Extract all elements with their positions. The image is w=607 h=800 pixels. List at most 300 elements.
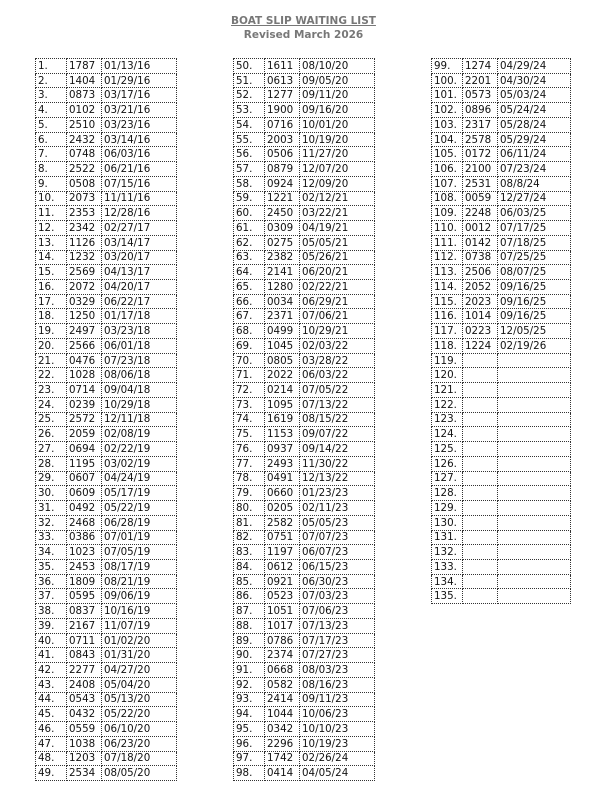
position-number: 123. <box>432 412 463 427</box>
request-date <box>498 427 571 442</box>
list-row <box>234 618 375 633</box>
member-id: 2582 <box>265 515 300 530</box>
position-number: 130. <box>432 515 463 530</box>
member-id: 0309 <box>265 221 300 236</box>
position-number: 110. <box>432 221 463 236</box>
member-id: 2052 <box>463 280 498 295</box>
position-number: 22. <box>36 368 67 383</box>
position-number: 75. <box>234 427 265 442</box>
list-row <box>432 117 571 132</box>
request-date <box>498 353 571 368</box>
list-row <box>234 324 375 339</box>
member-id: 0843 <box>67 648 102 663</box>
request-date: 05/24/24 <box>498 103 571 118</box>
list-row <box>432 456 571 471</box>
member-id: 0937 <box>265 442 300 457</box>
position-number: 7. <box>36 147 67 162</box>
member-id: 2531 <box>463 176 498 191</box>
member-id: 2167 <box>67 618 102 633</box>
list-row <box>234 294 375 309</box>
request-date: 06/22/17 <box>102 294 177 309</box>
request-date: 10/01/20 <box>300 117 375 132</box>
member-id: 0205 <box>265 501 300 516</box>
member-id: 1197 <box>265 545 300 560</box>
list-row <box>36 368 177 383</box>
request-date: 09/11/23 <box>300 692 375 707</box>
member-id: 0751 <box>265 530 300 545</box>
position-number: 34. <box>36 545 67 560</box>
request-date: 07/15/16 <box>102 176 177 191</box>
request-date: 02/19/26 <box>498 338 571 353</box>
list-row <box>432 309 571 324</box>
position-number: 1. <box>36 59 67 74</box>
member-id: 0275 <box>265 235 300 250</box>
list-row <box>432 265 571 280</box>
member-id: 0386 <box>67 530 102 545</box>
position-number: 114. <box>432 280 463 295</box>
list-row <box>234 501 375 516</box>
request-date: 04/20/17 <box>102 280 177 295</box>
member-id <box>463 442 498 457</box>
member-id: 0059 <box>463 191 498 206</box>
member-id <box>463 412 498 427</box>
position-number: 46. <box>36 722 67 737</box>
list-row <box>36 235 177 250</box>
position-number: 69. <box>234 338 265 353</box>
member-id: 0805 <box>265 353 300 368</box>
list-row <box>234 338 375 353</box>
position-number: 93. <box>234 692 265 707</box>
list-row <box>234 206 375 221</box>
request-date: 05/28/24 <box>498 117 571 132</box>
member-id: 0612 <box>265 559 300 574</box>
request-date: 09/11/20 <box>300 88 375 103</box>
request-date: 02/22/21 <box>300 280 375 295</box>
position-number: 8. <box>36 162 67 177</box>
member-id: 0329 <box>67 294 102 309</box>
position-number: 24. <box>36 397 67 412</box>
position-number: 68. <box>234 324 265 339</box>
position-number: 18. <box>36 309 67 324</box>
request-date: 09/16/25 <box>498 309 571 324</box>
request-date: 07/01/19 <box>102 530 177 545</box>
request-date: 02/08/19 <box>102 427 177 442</box>
request-date: 08/16/23 <box>300 677 375 692</box>
member-id: 1051 <box>265 604 300 619</box>
list-row <box>432 471 571 486</box>
position-number: 44. <box>36 692 67 707</box>
request-date: 01/29/16 <box>102 73 177 88</box>
list-row <box>234 471 375 486</box>
request-date: 03/22/21 <box>300 206 375 221</box>
member-id: 0711 <box>67 633 102 648</box>
request-date <box>498 574 571 589</box>
member-id: 2342 <box>67 221 102 236</box>
list-row <box>234 486 375 501</box>
request-date: 12/05/25 <box>498 324 571 339</box>
position-number: 33. <box>36 530 67 545</box>
position-number: 111. <box>432 235 463 250</box>
list-row <box>234 368 375 383</box>
position-number: 23. <box>36 383 67 398</box>
list-row <box>432 559 571 574</box>
position-number: 30. <box>36 486 67 501</box>
member-id: 1126 <box>67 235 102 250</box>
member-id: 1619 <box>265 412 300 427</box>
member-id: 2296 <box>265 736 300 751</box>
list-row <box>234 442 375 457</box>
list-row <box>36 692 177 707</box>
request-date: 06/29/21 <box>300 294 375 309</box>
request-date: 03/23/18 <box>102 324 177 339</box>
list-row <box>432 235 571 250</box>
position-number: 82. <box>234 530 265 545</box>
member-id: 2572 <box>67 412 102 427</box>
list-row <box>234 73 375 88</box>
position-number: 40. <box>36 633 67 648</box>
request-date: 09/07/22 <box>300 427 375 442</box>
position-number: 116. <box>432 309 463 324</box>
list-row <box>234 309 375 324</box>
position-number: 54. <box>234 117 265 132</box>
list-row <box>432 132 571 147</box>
position-number: 73. <box>234 397 265 412</box>
request-date: 06/03/25 <box>498 206 571 221</box>
list-row <box>432 545 571 560</box>
position-number: 70. <box>234 353 265 368</box>
request-date: 05/29/24 <box>498 132 571 147</box>
position-number: 60. <box>234 206 265 221</box>
request-date: 07/23/24 <box>498 162 571 177</box>
request-date: 07/06/23 <box>300 604 375 619</box>
list-row <box>36 132 177 147</box>
list-row <box>234 353 375 368</box>
position-number: 63. <box>234 250 265 265</box>
position-number: 80. <box>234 501 265 516</box>
member-id <box>463 545 498 560</box>
member-id: 2432 <box>67 132 102 147</box>
member-id: 2100 <box>463 162 498 177</box>
position-number: 132. <box>432 545 463 560</box>
request-date: 07/18/25 <box>498 235 571 250</box>
request-date: 10/19/20 <box>300 132 375 147</box>
request-date <box>498 559 571 574</box>
list-row <box>432 88 571 103</box>
list-row <box>234 766 375 781</box>
member-id: 0223 <box>463 324 498 339</box>
member-id: 1045 <box>265 338 300 353</box>
member-id: 2277 <box>67 663 102 678</box>
member-id <box>463 456 498 471</box>
request-date: 01/23/23 <box>300 486 375 501</box>
position-number: 86. <box>234 589 265 604</box>
list-row <box>36 73 177 88</box>
member-id: 1203 <box>67 751 102 766</box>
position-number: 83. <box>234 545 265 560</box>
request-date: 06/15/23 <box>300 559 375 574</box>
member-id: 2506 <box>463 265 498 280</box>
member-id: 2578 <box>463 132 498 147</box>
request-date: 06/01/18 <box>102 338 177 353</box>
list-row <box>234 545 375 560</box>
member-id: 0523 <box>265 589 300 604</box>
list-row <box>36 176 177 191</box>
request-date <box>498 486 571 501</box>
list-row <box>432 486 571 501</box>
member-id: 0660 <box>265 486 300 501</box>
list-row <box>36 117 177 132</box>
member-id: 0609 <box>67 486 102 501</box>
position-number: 79. <box>234 486 265 501</box>
request-date: 07/17/25 <box>498 221 571 236</box>
request-date: 10/29/21 <box>300 324 375 339</box>
list-row <box>36 648 177 663</box>
position-number: 5. <box>36 117 67 132</box>
list-row <box>36 501 177 516</box>
request-date: 01/31/20 <box>102 648 177 663</box>
request-date: 05/03/24 <box>498 88 571 103</box>
member-id: 1038 <box>67 736 102 751</box>
position-number: 49. <box>36 766 67 781</box>
member-id: 1153 <box>265 427 300 442</box>
request-date: 06/28/19 <box>102 515 177 530</box>
position-number: 98. <box>234 766 265 781</box>
position-number: 74. <box>234 412 265 427</box>
request-date: 03/23/16 <box>102 117 177 132</box>
request-date: 07/13/23 <box>300 618 375 633</box>
list-row <box>36 604 177 619</box>
list-row <box>234 132 375 147</box>
list-row <box>234 633 375 648</box>
member-id: 2497 <box>67 324 102 339</box>
request-date: 08/21/19 <box>102 574 177 589</box>
request-date: 06/30/23 <box>300 574 375 589</box>
request-date: 05/26/21 <box>300 250 375 265</box>
position-number: 14. <box>36 250 67 265</box>
position-number: 21. <box>36 353 67 368</box>
request-date: 07/27/23 <box>300 648 375 663</box>
request-date: 06/03/22 <box>300 368 375 383</box>
member-id: 0748 <box>67 147 102 162</box>
list-row <box>432 442 571 457</box>
member-id: 2003 <box>265 132 300 147</box>
request-date: 08/17/19 <box>102 559 177 574</box>
position-number: 85. <box>234 574 265 589</box>
member-id: 0582 <box>265 677 300 692</box>
request-date: 06/10/20 <box>102 722 177 737</box>
request-date: 07/13/22 <box>300 397 375 412</box>
list-row <box>432 206 571 221</box>
member-id: 0837 <box>67 604 102 619</box>
member-id: 0102 <box>67 103 102 118</box>
position-number: 32. <box>36 515 67 530</box>
position-number: 36. <box>36 574 67 589</box>
member-id: 1809 <box>67 574 102 589</box>
document-title: BOAT SLIP WAITING LIST <box>231 15 376 27</box>
list-row <box>432 73 571 88</box>
request-date: 07/03/23 <box>300 589 375 604</box>
request-date <box>498 368 571 383</box>
list-row <box>234 147 375 162</box>
request-date: 04/27/20 <box>102 663 177 678</box>
member-id: 0432 <box>67 707 102 722</box>
member-id: 2023 <box>463 294 498 309</box>
list-row <box>36 427 177 442</box>
request-date: 04/24/19 <box>102 471 177 486</box>
member-id: 0342 <box>265 722 300 737</box>
position-number: 128. <box>432 486 463 501</box>
list-row <box>234 456 375 471</box>
member-id: 2072 <box>67 280 102 295</box>
list-row <box>36 442 177 457</box>
request-date: 11/27/20 <box>300 147 375 162</box>
member-id <box>463 427 498 442</box>
list-row <box>36 574 177 589</box>
member-id <box>463 486 498 501</box>
list-row <box>36 383 177 398</box>
request-date: 03/17/16 <box>102 88 177 103</box>
list-row <box>36 545 177 560</box>
member-id: 0508 <box>67 176 102 191</box>
list-row <box>234 751 375 766</box>
request-date: 10/16/19 <box>102 604 177 619</box>
member-id <box>463 368 498 383</box>
list-row <box>234 103 375 118</box>
member-id <box>463 353 498 368</box>
member-id: 0924 <box>265 176 300 191</box>
list-row <box>36 559 177 574</box>
position-number: 48. <box>36 751 67 766</box>
list-row <box>36 618 177 633</box>
member-id: 0414 <box>265 766 300 781</box>
list-row <box>36 589 177 604</box>
member-id <box>463 397 498 412</box>
list-row <box>432 280 571 295</box>
request-date: 02/03/22 <box>300 338 375 353</box>
list-row <box>432 338 571 353</box>
member-id: 1023 <box>67 545 102 560</box>
member-id: 0573 <box>463 88 498 103</box>
request-date: 06/21/16 <box>102 162 177 177</box>
position-number: 45. <box>36 707 67 722</box>
request-date: 11/11/16 <box>102 191 177 206</box>
position-number: 43. <box>36 677 67 692</box>
position-number: 113. <box>432 265 463 280</box>
position-number: 25. <box>36 412 67 427</box>
position-number: 92. <box>234 677 265 692</box>
member-id: 2522 <box>67 162 102 177</box>
member-id: 2566 <box>67 338 102 353</box>
list-row <box>234 176 375 191</box>
position-number: 27. <box>36 442 67 457</box>
request-date <box>498 471 571 486</box>
member-id: 2073 <box>67 191 102 206</box>
list-row <box>432 324 571 339</box>
member-id: 1221 <box>265 191 300 206</box>
member-id: 2353 <box>67 206 102 221</box>
request-date: 04/30/24 <box>498 73 571 88</box>
list-row <box>234 530 375 545</box>
list-row <box>36 59 177 74</box>
position-number: 78. <box>234 471 265 486</box>
request-date: 10/19/23 <box>300 736 375 751</box>
position-number: 107. <box>432 176 463 191</box>
member-id: 0499 <box>265 324 300 339</box>
position-number: 91. <box>234 663 265 678</box>
position-number: 47. <box>36 736 67 751</box>
list-row <box>36 206 177 221</box>
list-row <box>36 338 177 353</box>
member-id: 2534 <box>67 766 102 781</box>
list-row <box>432 221 571 236</box>
position-number: 120. <box>432 368 463 383</box>
position-number: 76. <box>234 442 265 457</box>
list-row <box>36 633 177 648</box>
member-id: 0172 <box>463 147 498 162</box>
position-number: 50. <box>234 59 265 74</box>
position-number: 84. <box>234 559 265 574</box>
list-row <box>36 103 177 118</box>
member-id: 0714 <box>67 383 102 398</box>
request-date: 04/29/24 <box>498 59 571 74</box>
list-row <box>36 736 177 751</box>
member-id: 1277 <box>265 88 300 103</box>
member-id: 1250 <box>67 309 102 324</box>
position-number: 88. <box>234 618 265 633</box>
position-number: 89. <box>234 633 265 648</box>
request-date: 05/22/19 <box>102 501 177 516</box>
position-number: 131. <box>432 530 463 545</box>
list-row <box>234 589 375 604</box>
list-row <box>234 722 375 737</box>
member-id <box>463 501 498 516</box>
waiting-list-column-2 <box>233 58 375 781</box>
request-date: 02/11/23 <box>300 501 375 516</box>
position-number: 26. <box>36 427 67 442</box>
request-date: 07/23/18 <box>102 353 177 368</box>
position-number: 102. <box>432 103 463 118</box>
position-number: 122. <box>432 397 463 412</box>
request-date: 03/21/16 <box>102 103 177 118</box>
list-row <box>36 722 177 737</box>
list-row <box>36 162 177 177</box>
list-row <box>432 515 571 530</box>
list-row <box>36 88 177 103</box>
request-date: 05/05/23 <box>300 515 375 530</box>
list-row <box>234 59 375 74</box>
position-number: 105. <box>432 147 463 162</box>
member-id: 0694 <box>67 442 102 457</box>
list-row <box>234 397 375 412</box>
list-row <box>432 191 571 206</box>
list-row <box>234 412 375 427</box>
member-id: 1014 <box>463 309 498 324</box>
request-date <box>498 530 571 545</box>
position-number: 61. <box>234 221 265 236</box>
request-date: 09/16/25 <box>498 294 571 309</box>
member-id <box>463 589 498 604</box>
request-date: 09/05/20 <box>300 73 375 88</box>
position-number: 3. <box>36 88 67 103</box>
request-date: 07/05/22 <box>300 383 375 398</box>
request-date: 08/07/25 <box>498 265 571 280</box>
request-date: 08/06/18 <box>102 368 177 383</box>
list-row <box>36 309 177 324</box>
position-number: 52. <box>234 88 265 103</box>
member-id: 1742 <box>265 751 300 766</box>
list-row <box>36 353 177 368</box>
request-date: 08/8/24 <box>498 176 571 191</box>
